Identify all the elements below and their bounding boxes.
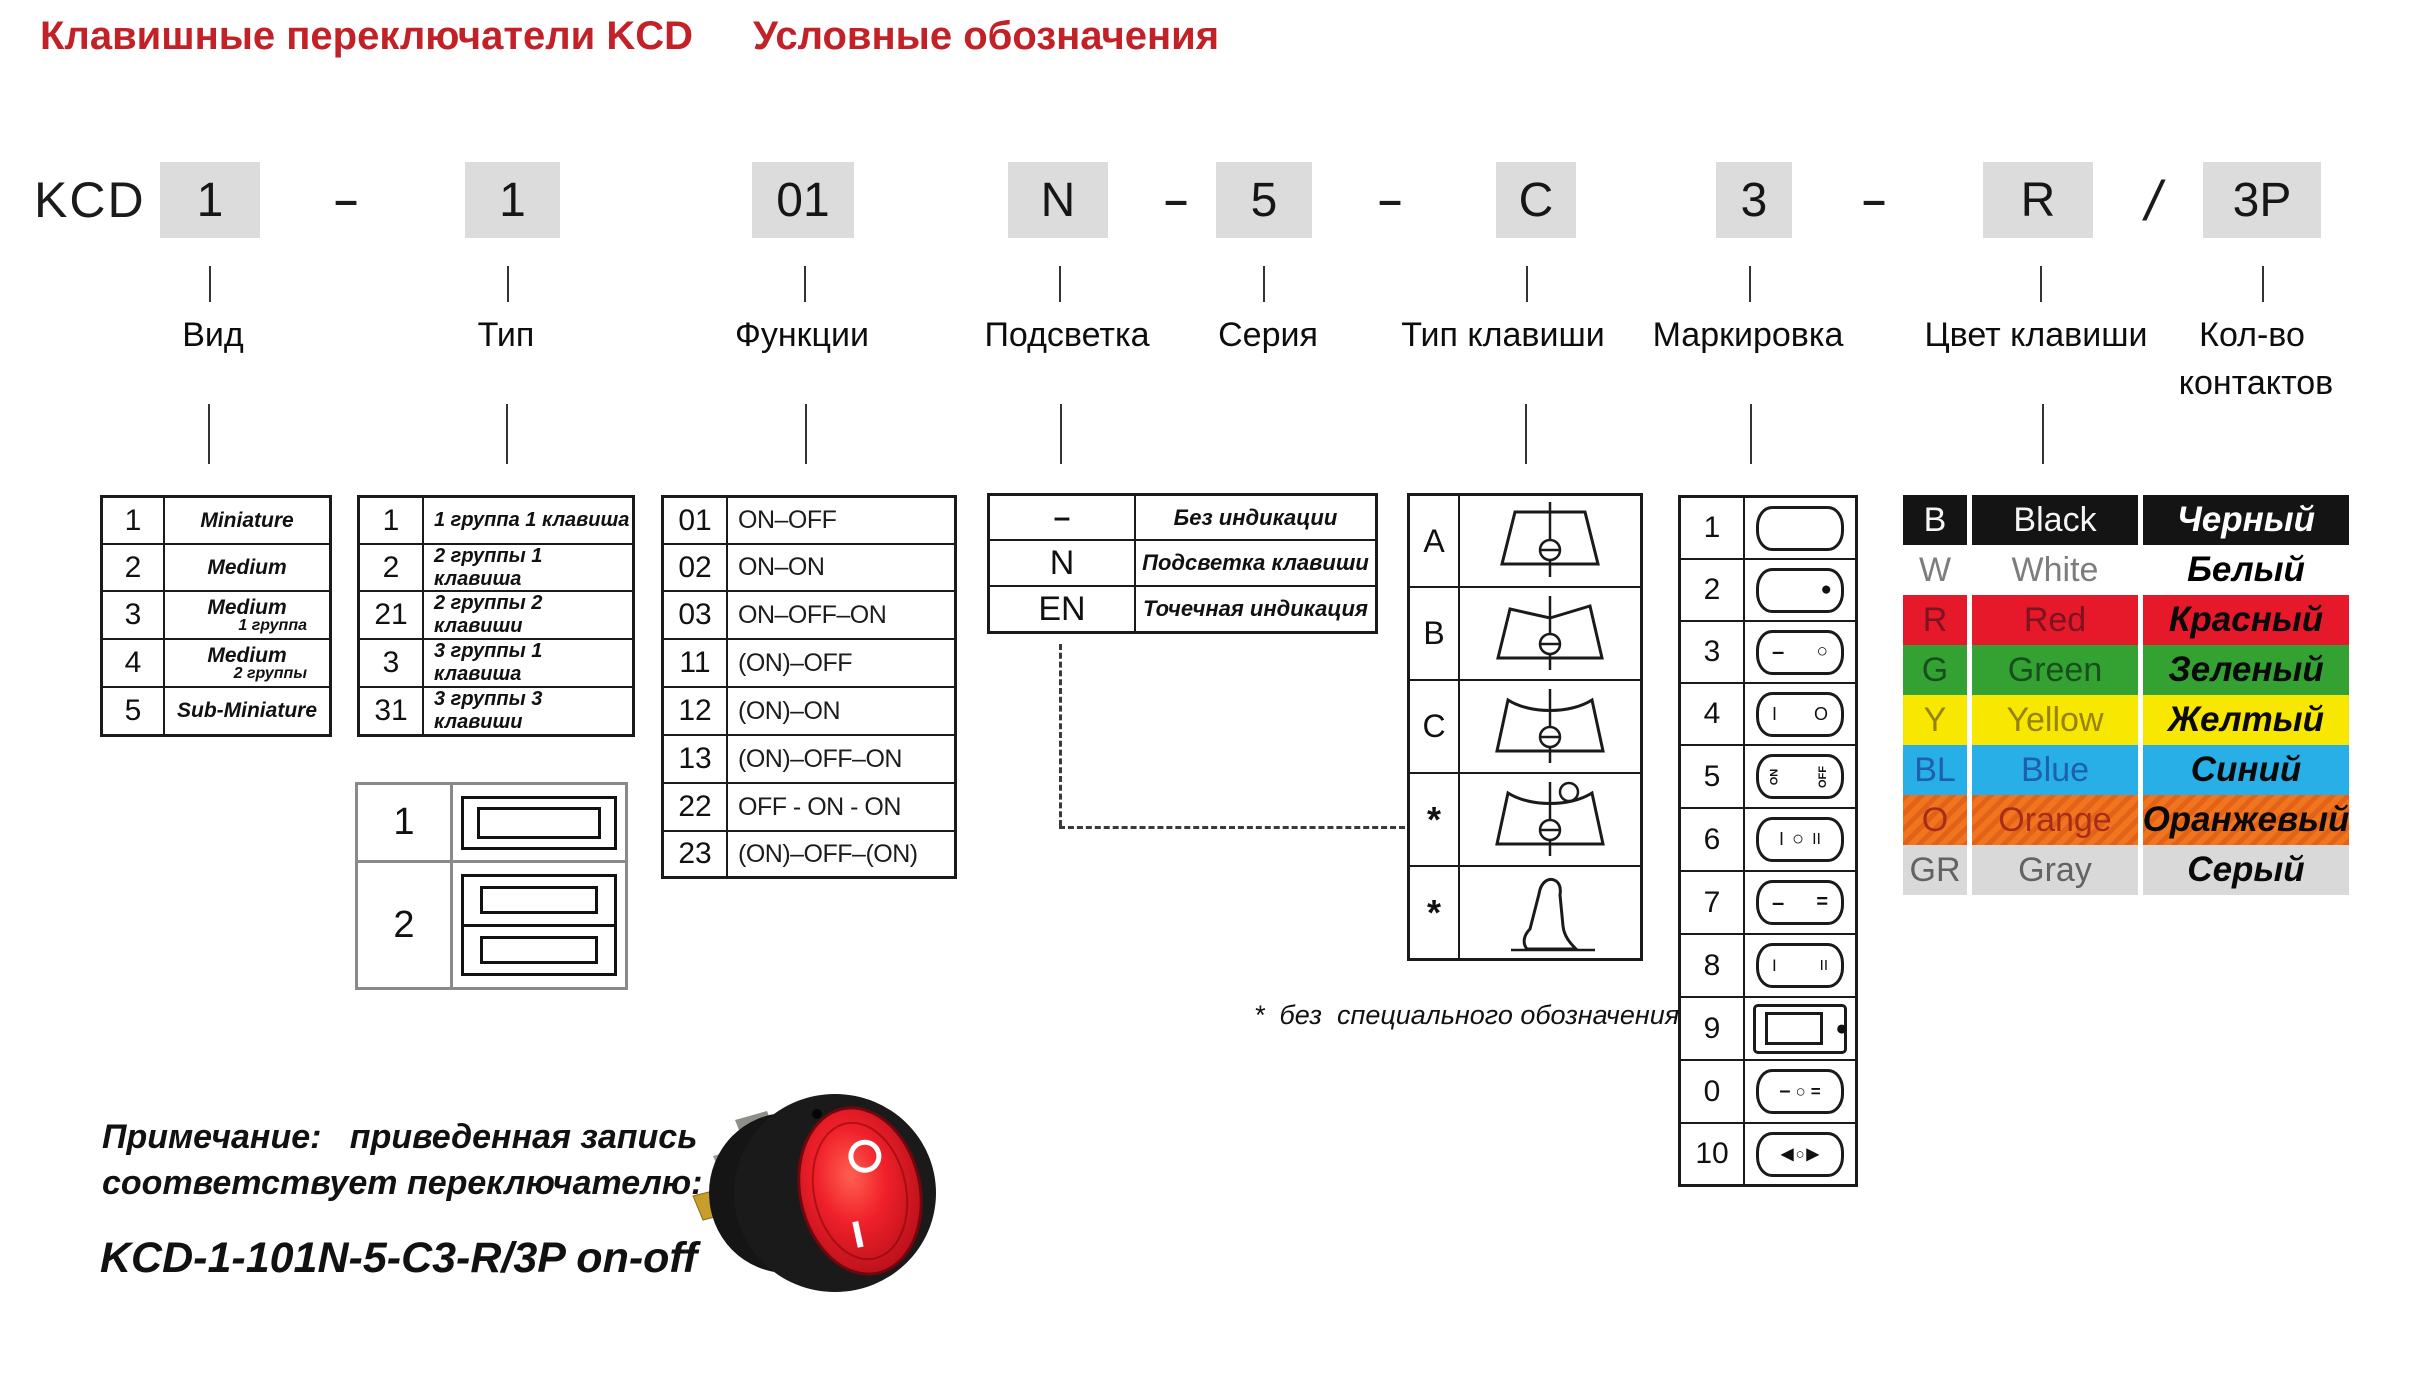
color-row-yellow — [1903, 695, 2349, 745]
table-row — [1681, 498, 1855, 560]
table-row — [664, 640, 954, 688]
vid-code: 3 — [103, 592, 165, 638]
table-row — [103, 688, 329, 734]
code-box-marking: 3 — [1716, 162, 1792, 238]
rocker-dash-circle-icon — [1756, 630, 1844, 675]
light-code: EN — [990, 587, 1136, 631]
mid-mark: ○ — [1795, 1145, 1805, 1163]
right-mark: II — [1819, 957, 1828, 974]
table-row — [664, 784, 954, 832]
double-key-icon — [461, 874, 617, 976]
label-tip: Тип — [477, 316, 535, 354]
key-color-table — [1903, 495, 2349, 895]
table-row — [1681, 1061, 1855, 1124]
connector-line — [1526, 266, 1528, 302]
tip-code: 2 — [360, 545, 424, 590]
color-en: Gray — [2018, 850, 2092, 889]
tip-name: 3 группы 1 клавиша — [434, 640, 543, 685]
color-row-white — [1903, 545, 2349, 595]
marking-code: 6 — [1681, 809, 1745, 870]
color-en: Yellow — [2006, 700, 2104, 739]
color-code: W — [1918, 550, 1952, 589]
table-row — [664, 545, 954, 592]
marking-code: 4 — [1681, 684, 1745, 744]
color-row-blue — [1903, 745, 2349, 795]
color-row-black — [1903, 495, 2349, 545]
left-mark: I — [1779, 829, 1785, 849]
code-box-key-type: C — [1496, 162, 1576, 238]
func-code: 01 — [664, 498, 728, 543]
code-box-func: 01 — [752, 162, 854, 238]
connector-line — [805, 404, 807, 464]
color-ru: Синий — [2190, 750, 2302, 789]
table-row — [103, 545, 329, 592]
light-name: Точечная индикация — [1143, 596, 1368, 621]
color-code: GR — [1909, 850, 1961, 889]
vid-table — [100, 495, 332, 737]
rocker-dash-equals-icon — [1756, 880, 1844, 925]
func-name: ON–OFF — [738, 506, 837, 534]
key-lever-icon — [1475, 869, 1625, 957]
color-ru: Оранжевый — [2142, 800, 2350, 839]
vid-name: Medium — [207, 595, 287, 619]
window-frame — [1765, 1012, 1823, 1045]
key-profile-b-icon — [1475, 590, 1625, 678]
marking-code: 5 — [1681, 746, 1745, 807]
page-title-right: Условные обозначения — [753, 14, 1220, 58]
color-row-green — [1903, 645, 2349, 695]
color-en: White — [2011, 550, 2099, 589]
connector-line — [507, 266, 509, 302]
color-row-red — [1903, 595, 2349, 645]
vid-subname: 1 группа — [238, 616, 307, 634]
table-row — [1410, 496, 1640, 588]
vid-name: Miniature — [200, 508, 294, 532]
right-mark: = — [1816, 891, 1828, 913]
code-separator-slash: / — [2145, 168, 2161, 232]
func-name: OFF - ON - ON — [738, 792, 901, 821]
func-name: (ON)–OFF–ON — [738, 744, 902, 773]
connector-line — [1749, 266, 1751, 302]
label-marking: Маркировка — [1652, 316, 1844, 354]
note-line-1: Примечание: приведенная запись — [102, 1118, 698, 1156]
label-key-color: Цвет клавиши — [1924, 316, 2148, 354]
table-row — [103, 498, 329, 545]
code-box-vid: 1 — [160, 162, 260, 238]
key-type-code: * — [1410, 867, 1460, 958]
rocker-blank-icon — [1756, 506, 1844, 551]
label-contacts-1: Кол-во — [2199, 316, 2305, 354]
table-row — [1410, 774, 1640, 867]
marking-code: 1 — [1681, 498, 1745, 558]
connector-line — [1060, 404, 1062, 464]
color-ru: Белый — [2187, 550, 2305, 589]
code-prefix: KCD — [34, 172, 146, 228]
code-box-series: 5 — [1216, 162, 1312, 238]
table-row — [360, 545, 632, 592]
connector-line — [804, 266, 806, 302]
table-row — [1681, 560, 1855, 622]
table-row — [990, 541, 1375, 587]
func-code: 22 — [664, 784, 728, 830]
table-row — [360, 592, 632, 640]
dashed-connector-vertical — [1059, 644, 1062, 826]
marking-table — [1678, 495, 1858, 1187]
connector-line — [1525, 404, 1527, 464]
key-profile-a-icon — [1475, 497, 1625, 585]
table-row — [664, 736, 954, 784]
table-row — [1410, 588, 1640, 681]
table-row — [1410, 867, 1640, 958]
code-box-contacts: 3P — [2203, 162, 2321, 238]
rocker-arrows-icon — [1756, 1132, 1844, 1177]
connector-line — [1263, 266, 1265, 302]
table-row — [1681, 809, 1855, 872]
key-type-code: C — [1410, 681, 1460, 772]
window-dot-icon — [1753, 1004, 1847, 1054]
page-title — [40, 14, 1219, 59]
tip-name: 3 группы 3 клавиши — [434, 688, 543, 733]
color-code: B — [1923, 500, 1947, 539]
right-mark: = — [1810, 1081, 1821, 1101]
table-row — [664, 498, 954, 545]
func-name: (ON)–OFF — [738, 648, 853, 677]
func-code: 03 — [664, 592, 728, 638]
table-row — [1410, 681, 1640, 774]
table-row — [1681, 684, 1855, 746]
marking-code: 10 — [1681, 1124, 1745, 1184]
tip-code: 1 — [360, 498, 424, 543]
rocker-dot-icon — [1756, 568, 1844, 613]
marking-code: 7 — [1681, 872, 1745, 933]
color-ru: Красный — [2168, 600, 2324, 639]
table-row — [1681, 746, 1855, 809]
tip-name: 1 группа 1 клавиша — [434, 509, 630, 531]
color-code: BL — [1914, 750, 1956, 789]
func-name: (ON)–ON — [738, 696, 841, 725]
table-row — [1681, 622, 1855, 684]
code-separator: – — [334, 176, 358, 223]
tip-table — [357, 495, 635, 737]
tip-code: 31 — [360, 688, 424, 734]
func-name: ON–ON — [738, 553, 825, 581]
color-code: O — [1921, 800, 1949, 839]
right-mark: ○ — [1816, 641, 1828, 662]
vid-code: 4 — [103, 640, 165, 686]
func-code: 12 — [664, 688, 728, 734]
color-en: Orange — [1998, 800, 2112, 839]
rocker-on-off-icon — [1756, 754, 1844, 799]
tip-name: 2 группы 2 клавиши — [434, 592, 543, 637]
note-line-2: соответствует переключателю: — [102, 1164, 703, 1202]
marking-code: 2 — [1681, 560, 1745, 620]
rocker-switch-photo — [665, 1078, 975, 1313]
off-mark: OFF — [1817, 765, 1829, 788]
connector-line — [506, 404, 508, 464]
table-row — [360, 498, 632, 545]
rocker-i-o-icon — [1756, 692, 1844, 737]
tip-name: 2 группы 1 клавиша — [434, 544, 543, 590]
table-row — [664, 592, 954, 640]
light-table — [987, 493, 1378, 634]
table-row — [664, 688, 954, 736]
color-code: Y — [1923, 700, 1947, 739]
table-row — [360, 640, 632, 688]
mid-mark: ○ — [1795, 1081, 1806, 1101]
asterisk-footnote: * без специального обозначения — [1254, 1000, 1680, 1030]
connector-line — [1059, 266, 1061, 302]
table-row — [103, 640, 329, 688]
table-row — [1681, 1124, 1855, 1184]
key-type-table — [1407, 493, 1643, 961]
left-mark: – — [1779, 1080, 1791, 1102]
table-row — [664, 832, 954, 876]
key-profile-bump-icon — [1475, 776, 1625, 864]
func-code: 11 — [664, 640, 728, 686]
label-light: Подсветка — [984, 316, 1150, 354]
light-name: Без индикации — [1173, 504, 1338, 530]
connector-line — [208, 404, 210, 464]
func-code: 23 — [664, 832, 728, 876]
vid-subname: 2 группы — [233, 664, 307, 682]
table-row — [1681, 935, 1855, 998]
label-func: Функции — [735, 316, 869, 354]
tip-code: 21 — [360, 592, 424, 638]
connector-line — [2042, 404, 2044, 464]
keys-diagram-table — [355, 782, 628, 990]
marking-code: 8 — [1681, 935, 1745, 996]
func-code: 02 — [664, 545, 728, 590]
table-row — [1681, 998, 1855, 1061]
light-code: N — [990, 541, 1136, 585]
vid-code: 5 — [103, 688, 165, 734]
keys-count-code: 2 — [358, 863, 453, 987]
color-en: Black — [2013, 500, 2097, 539]
left-arrow-mark: ◀ — [1781, 1146, 1794, 1163]
label-series: Серия — [1218, 316, 1318, 354]
code-box-light: N — [1008, 162, 1108, 238]
marking-code: 0 — [1681, 1061, 1745, 1122]
label-vid: Вид — [182, 316, 244, 354]
code-separator: – — [1164, 176, 1188, 223]
label-contacts-2: контактов — [2178, 364, 2334, 402]
vid-code: 2 — [103, 545, 165, 590]
left-mark: – — [1772, 639, 1785, 664]
marking-code: 3 — [1681, 622, 1745, 682]
connector-line — [209, 266, 211, 302]
dashed-connector-horizontal — [1059, 826, 1405, 829]
code-separator: – — [1862, 176, 1886, 223]
tip-code: 3 — [360, 640, 424, 686]
color-code: G — [1921, 650, 1949, 689]
color-en: Red — [2023, 600, 2087, 639]
left-mark: I — [1772, 955, 1777, 975]
table-row — [103, 592, 329, 640]
dot-mark: ● — [1820, 579, 1832, 600]
color-en: Green — [2007, 650, 2103, 689]
table-row — [990, 496, 1375, 541]
light-code: – — [990, 496, 1136, 539]
vid-name: Medium — [207, 555, 287, 579]
vid-code: 1 — [103, 498, 165, 543]
table-row — [358, 785, 625, 863]
key-type-code: A — [1410, 496, 1460, 586]
color-ru: Черный — [2176, 500, 2316, 539]
single-key-icon — [461, 796, 617, 850]
on-mark: ON — [1768, 768, 1781, 785]
color-ru: Серый — [2187, 850, 2305, 889]
color-ru: Желтый — [2167, 700, 2325, 739]
key-type-code: B — [1410, 588, 1460, 679]
vid-name: Medium — [207, 643, 287, 667]
vid-name: Sub-Miniature — [177, 699, 317, 722]
connector-line — [1750, 404, 1752, 464]
code-box-tip: 1 — [465, 162, 560, 238]
table-row — [1681, 872, 1855, 935]
color-row-orange — [1903, 795, 2349, 845]
dot-mark: ● — [1835, 1016, 1848, 1040]
code-separator: – — [1378, 176, 1402, 223]
keys-count-code: 1 — [358, 785, 453, 860]
right-mark: II — [1812, 830, 1821, 848]
color-code: R — [1922, 600, 1948, 639]
func-name: (ON)–OFF–(ON) — [738, 839, 918, 868]
rocker-dash-circle-equals-icon — [1756, 1069, 1844, 1114]
right-mark: O — [1813, 703, 1828, 724]
connector-line — [2040, 266, 2042, 302]
left-mark: – — [1772, 889, 1785, 915]
table-row — [358, 863, 625, 987]
bezel-notch — [812, 1109, 822, 1119]
func-name: ON–OFF–ON — [738, 600, 887, 629]
table-row — [990, 587, 1375, 631]
color-ru: Зеленый — [2168, 650, 2324, 689]
light-name: Подсветка клавиши — [1142, 550, 1369, 575]
mid-mark: ○ — [1792, 828, 1805, 850]
key-profile-c-icon — [1475, 683, 1625, 771]
table-row — [360, 688, 632, 734]
color-row-gray — [1903, 845, 2349, 895]
page-title-left: Клавишные переключатели KCD — [40, 14, 693, 58]
left-mark: I — [1772, 703, 1778, 724]
rocker-i-o-ii-icon — [1756, 817, 1844, 862]
right-arrow-mark: ▶ — [1806, 1146, 1819, 1163]
func-table — [661, 495, 957, 879]
label-key-type: Тип клавиши — [1401, 316, 1605, 354]
marking-code: 9 — [1681, 998, 1745, 1059]
rocker-i-ii-icon — [1756, 943, 1844, 988]
connector-line — [2262, 266, 2264, 302]
key-type-code: * — [1410, 774, 1460, 865]
func-code: 13 — [664, 736, 728, 782]
color-en: Blue — [2020, 750, 2090, 789]
code-box-color: R — [1983, 162, 2093, 238]
note-example-code: KCD-1-101N-5-C3-R/3P on-off — [100, 1234, 698, 1282]
